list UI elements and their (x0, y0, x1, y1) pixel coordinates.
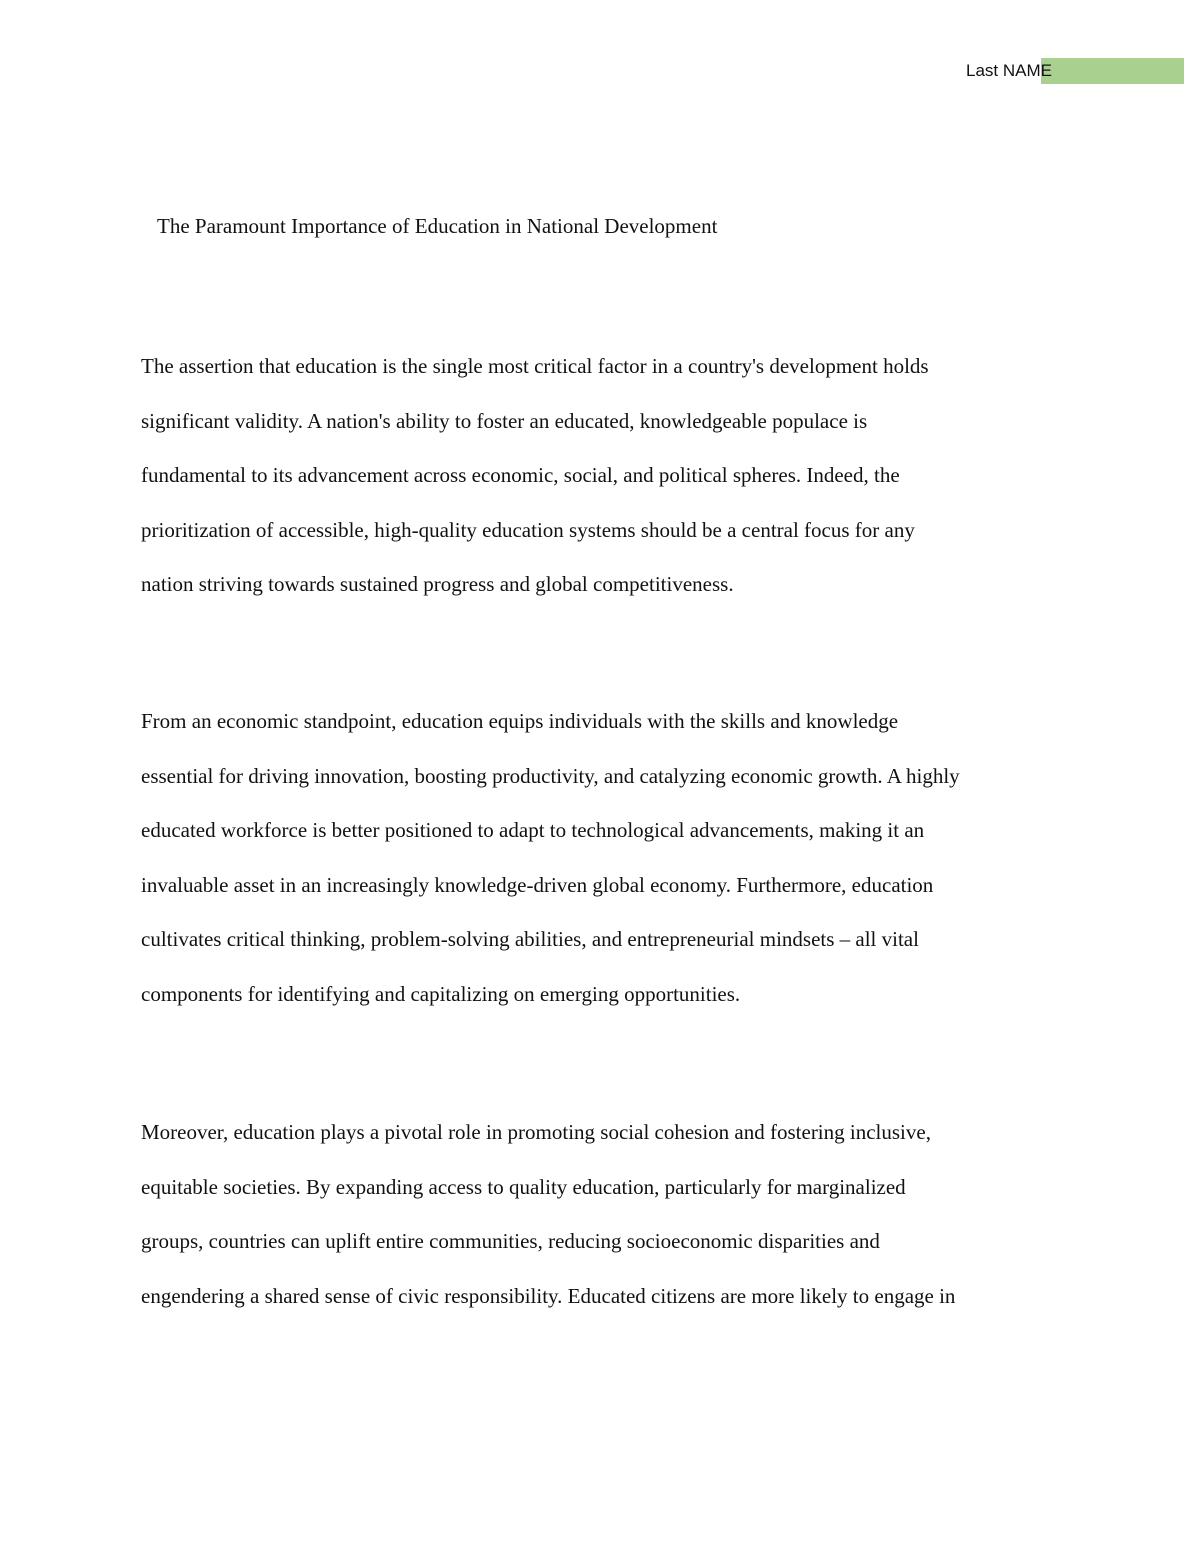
paragraph-social (141, 1118, 1061, 1336)
paragraph-line: nation striving towards sustained progress and global competitiveness. (141, 572, 734, 596)
document-title: The Paramount Importance of Education in National Development (157, 214, 718, 238)
header-highlight (1041, 58, 1184, 84)
paragraph-line: invaluable asset in an increasingly knowledge-driven global economy. Furthermore, education (141, 872, 934, 897)
paragraph-economic (141, 707, 1061, 1034)
paragraph-line: significant validity. A nation's ability to foster an educated, knowledgeable populace is (141, 408, 868, 433)
paragraph-line: Moreover, education plays a pivotal role in promoting social cohesion and fostering inclusive, (141, 1120, 931, 1144)
paragraph-line: equitable societies. By expanding access to quality education, particularly for marginalized (141, 1174, 906, 1199)
paragraph-line: essential for driving innovation, boosting productivity, and catalyzing economic growth. A highly (141, 763, 960, 788)
paragraph-line: prioritization of accessible, high-quality education systems should be a central focus for any (141, 517, 915, 542)
paragraph-line: The assertion that education is the single most critical factor in a country's development holds (141, 354, 929, 378)
paragraph-line: groups, countries can uplift entire communities, reducing socioeconomic disparities and (141, 1229, 880, 1253)
paragraph-intro (141, 352, 1061, 625)
paragraph-line: From an economic standpoint, education equips individuals with the skills and knowledge (141, 709, 899, 733)
paragraph-line: educated workforce is better positioned to adapt to technological advancements, making it an (141, 818, 925, 842)
paragraph-line: engendering a shared sense of civic responsibility. Educated citizens are more likely to engage in (141, 1283, 956, 1308)
header-last-name: Last NAME (966, 61, 1052, 80)
paragraph-line: cultivates critical thinking, problem-solving abilities, and entrepreneurial mindsets – all vital (141, 927, 919, 951)
paragraph-line: components for identifying and capitalizing on emerging opportunities. (141, 981, 741, 1006)
paragraph-line: fundamental to its advancement across economic, social, and political spheres. Indeed, the (141, 463, 900, 487)
